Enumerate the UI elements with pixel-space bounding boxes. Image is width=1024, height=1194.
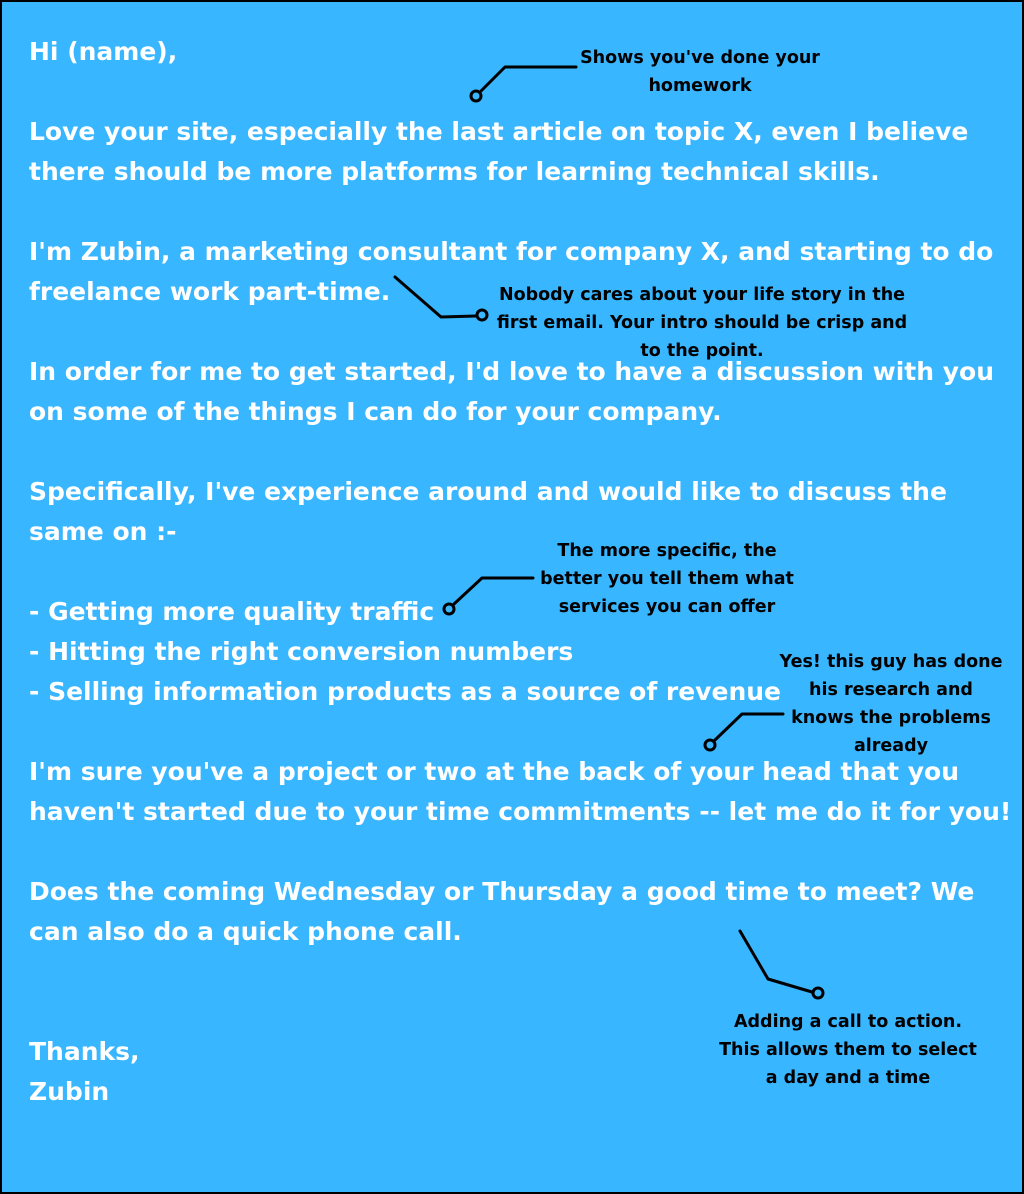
- annotation-research-line-2: his research and: [809, 680, 973, 700]
- email-line-para1-2: there should be more platforms for learning technical skills.: [29, 157, 880, 186]
- email-signature: Zubin: [29, 1077, 110, 1106]
- bullet-item-conversion: - Hitting the right conversion numbers: [29, 637, 574, 666]
- email-line-para5-2: haven't started due to your time commitments -- let me do it for you!: [29, 797, 1012, 826]
- email-greeting: Hi (name),: [29, 37, 178, 66]
- annotation-homework: [550, 44, 850, 100]
- annotation-research-line-1: Yes! this guy has done: [779, 652, 1003, 672]
- annotation-homework-line-1: Shows you've done your: [580, 48, 820, 68]
- annotation-cta-line-3: a day and a time: [765, 1068, 931, 1088]
- bullet-item-traffic: - Getting more quality traffic: [29, 597, 435, 626]
- annotation-specific-line-1: The more specific, the: [557, 541, 777, 561]
- annotation-research-line-4: already: [853, 736, 929, 756]
- annotation-cta-line-1: Adding a call to action.: [733, 1012, 962, 1032]
- annotation-specific-line-2: better you tell them what: [540, 569, 794, 589]
- email-line-para6-1: Does the coming Wednesday or Thursday a good time to meet? We: [29, 877, 975, 906]
- annotation-cta: [698, 1008, 998, 1092]
- email-line-para4-1: Specifically, I've experience around and would like to discuss the: [29, 477, 947, 506]
- annotation-intro: [474, 281, 930, 365]
- annotation-intro-line-1: Nobody cares about your life story in the: [498, 285, 906, 305]
- email-line-para6-2: can also do a quick phone call.: [29, 917, 462, 946]
- annotation-cta-line-2: This allows them to select: [719, 1040, 977, 1060]
- email-line-para2-1: I'm Zubin, a marketing consultant for company X, and starting to do: [29, 237, 994, 266]
- email-line-para1-1: Love your site, especially the last article on topic X, even I believe: [29, 117, 969, 146]
- annotation-specific: [527, 537, 807, 621]
- email-line-para5-1: I'm sure you've a project or two at the back of your head that you: [29, 757, 960, 786]
- email-line-para3-1: In order for me to get started, I'd love to have a discussion with you: [29, 357, 994, 386]
- annotation-intro-line-2: first email. Your intro should be crisp and: [496, 313, 908, 333]
- annotation-research-line-3: knows the problems: [791, 708, 991, 728]
- email-line-para3-2: on some of the things I can do for your company.: [29, 397, 722, 426]
- bullet-item-info-products: - Selling information products as a source of revenue: [29, 677, 781, 706]
- annotation-research: [764, 648, 1018, 760]
- annotation-specific-line-3: services you can offer: [558, 597, 776, 617]
- email-signoff: Thanks,: [29, 1037, 140, 1066]
- annotation-intro-line-3: to the point.: [640, 341, 764, 361]
- annotation-homework-line-2: homework: [648, 76, 752, 96]
- email-line-para4-2: same on :-: [29, 517, 177, 546]
- email-line-para2-2: freelance work part-time.: [29, 277, 391, 306]
